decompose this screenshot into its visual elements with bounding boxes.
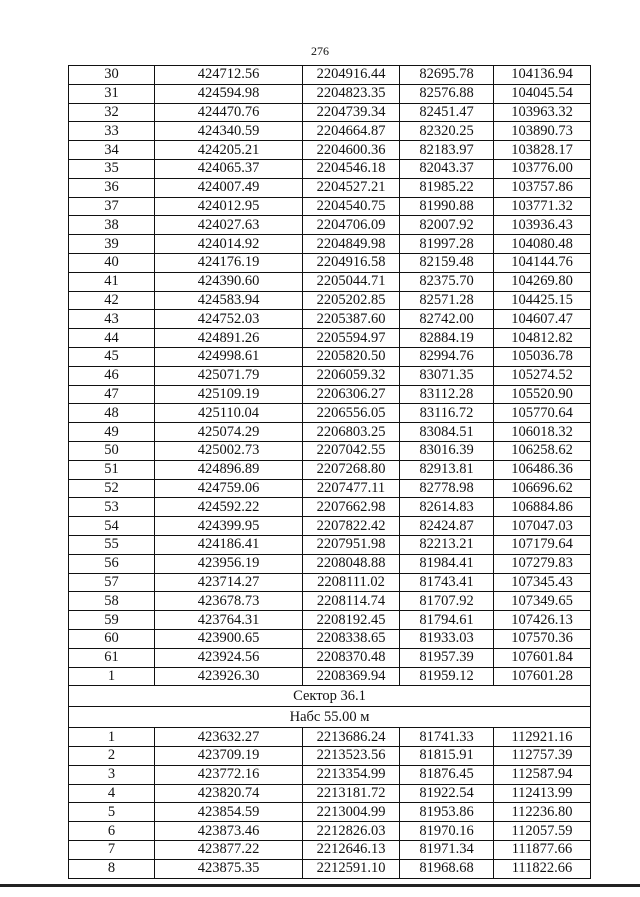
y-coordinate-cell: 2204916.58 xyxy=(303,253,400,272)
x-local-cell: 82884.19 xyxy=(400,329,494,348)
x-local-cell: 83084.51 xyxy=(400,423,494,442)
point-number-cell: 2 xyxy=(69,747,155,766)
y-local-cell: 104045.54 xyxy=(494,84,591,103)
point-number-cell: 54 xyxy=(69,517,155,536)
table-row xyxy=(69,347,591,366)
x-coordinate-cell: 424752.03 xyxy=(155,310,303,329)
y-coordinate-cell: 2204739.34 xyxy=(303,103,400,122)
x-coordinate-cell: 425074.29 xyxy=(155,423,303,442)
y-local-cell: 112236.80 xyxy=(494,803,591,822)
y-local-cell: 107345.43 xyxy=(494,573,591,592)
y-coordinate-cell: 2204546.18 xyxy=(303,159,400,178)
y-local-cell: 112921.16 xyxy=(494,728,591,747)
x-coordinate-cell: 423820.74 xyxy=(155,784,303,803)
table-row xyxy=(69,765,591,784)
y-coordinate-cell: 2204706.09 xyxy=(303,216,400,235)
point-number-cell: 61 xyxy=(69,648,155,667)
x-coordinate-cell: 423854.59 xyxy=(155,803,303,822)
y-coordinate-cell: 2213354.99 xyxy=(303,765,400,784)
table-row xyxy=(69,841,591,860)
table-row xyxy=(69,747,591,766)
y-coordinate-cell: 2204540.75 xyxy=(303,197,400,216)
point-number-cell: 45 xyxy=(69,347,155,366)
y-coordinate-cell: 2208192.45 xyxy=(303,611,400,630)
table-row xyxy=(69,498,591,517)
x-coordinate-cell: 424012.95 xyxy=(155,197,303,216)
table-row xyxy=(69,103,591,122)
x-coordinate-cell: 424027.63 xyxy=(155,216,303,235)
y-coordinate-cell: 2208369.94 xyxy=(303,667,400,686)
x-local-cell: 82778.98 xyxy=(400,479,494,498)
y-coordinate-cell: 2207042.55 xyxy=(303,441,400,460)
point-number-cell: 35 xyxy=(69,159,155,178)
y-local-cell: 103890.73 xyxy=(494,122,591,141)
x-coordinate-cell: 424759.06 xyxy=(155,479,303,498)
point-number-cell: 51 xyxy=(69,460,155,479)
point-number-cell: 53 xyxy=(69,498,155,517)
y-local-cell: 105520.90 xyxy=(494,385,591,404)
x-coordinate-cell: 423873.46 xyxy=(155,822,303,841)
y-coordinate-cell: 2205202.85 xyxy=(303,291,400,310)
x-coordinate-cell: 423924.56 xyxy=(155,648,303,667)
y-coordinate-cell: 2213523.56 xyxy=(303,747,400,766)
point-number-cell: 41 xyxy=(69,272,155,291)
point-number-cell: 49 xyxy=(69,423,155,442)
point-number-cell: 37 xyxy=(69,197,155,216)
table-row xyxy=(69,592,591,611)
y-coordinate-cell: 2204527.21 xyxy=(303,178,400,197)
x-local-cell: 81990.88 xyxy=(400,197,494,216)
x-local-cell: 81970.16 xyxy=(400,822,494,841)
table-row xyxy=(69,216,591,235)
x-coordinate-cell: 424712.56 xyxy=(155,66,303,85)
x-coordinate-cell: 425110.04 xyxy=(155,404,303,423)
x-local-cell: 82183.97 xyxy=(400,141,494,160)
table-row xyxy=(69,648,591,667)
y-coordinate-cell: 2207822.42 xyxy=(303,517,400,536)
y-coordinate-cell: 2206059.32 xyxy=(303,366,400,385)
table-row xyxy=(69,385,591,404)
table-row xyxy=(69,535,591,554)
point-number-cell: 46 xyxy=(69,366,155,385)
point-number-cell: 55 xyxy=(69,535,155,554)
x-local-cell: 83116.72 xyxy=(400,404,494,423)
point-number-cell: 48 xyxy=(69,404,155,423)
x-local-cell: 82375.70 xyxy=(400,272,494,291)
y-coordinate-cell: 2207662.98 xyxy=(303,498,400,517)
table-row xyxy=(69,366,591,385)
x-coordinate-cell: 424014.92 xyxy=(155,235,303,254)
table-row xyxy=(69,859,591,878)
x-local-cell: 81959.12 xyxy=(400,667,494,686)
x-local-cell: 82007.92 xyxy=(400,216,494,235)
x-local-cell: 81707.92 xyxy=(400,592,494,611)
table-row xyxy=(69,517,591,536)
y-local-cell: 103963.32 xyxy=(494,103,591,122)
x-local-cell: 82994.76 xyxy=(400,347,494,366)
y-local-cell: 105274.52 xyxy=(494,366,591,385)
table-row xyxy=(69,822,591,841)
y-coordinate-cell: 2208114.74 xyxy=(303,592,400,611)
table-row xyxy=(69,66,591,85)
y-local-cell: 107047.03 xyxy=(494,517,591,536)
x-local-cell: 81953.86 xyxy=(400,803,494,822)
x-local-cell: 81933.03 xyxy=(400,629,494,648)
y-local-cell: 112057.59 xyxy=(494,822,591,841)
table-row xyxy=(69,178,591,197)
point-number-cell: 8 xyxy=(69,859,155,878)
y-local-cell: 105770.64 xyxy=(494,404,591,423)
section-height: Набс 55.00 м xyxy=(69,707,591,728)
x-coordinate-cell: 423678.73 xyxy=(155,592,303,611)
section-title: Сектор 36.1 xyxy=(69,686,591,707)
x-local-cell: 81815.91 xyxy=(400,747,494,766)
y-coordinate-cell: 2207477.11 xyxy=(303,479,400,498)
y-coordinate-cell: 2213181.72 xyxy=(303,784,400,803)
y-coordinate-cell: 2204849.98 xyxy=(303,235,400,254)
y-local-cell: 103828.17 xyxy=(494,141,591,160)
x-local-cell: 83071.35 xyxy=(400,366,494,385)
table-row xyxy=(69,803,591,822)
table-row xyxy=(69,554,591,573)
x-coordinate-cell: 424998.61 xyxy=(155,347,303,366)
x-coordinate-cell: 424891.26 xyxy=(155,329,303,348)
point-number-cell: 59 xyxy=(69,611,155,630)
x-local-cell: 82424.87 xyxy=(400,517,494,536)
x-local-cell: 82913.81 xyxy=(400,460,494,479)
y-coordinate-cell: 2204664.87 xyxy=(303,122,400,141)
y-local-cell: 106696.62 xyxy=(494,479,591,498)
x-coordinate-cell: 424065.37 xyxy=(155,159,303,178)
table-row xyxy=(69,235,591,254)
section-title-row xyxy=(69,686,591,707)
y-coordinate-cell: 2213686.24 xyxy=(303,728,400,747)
y-local-cell: 106884.86 xyxy=(494,498,591,517)
x-local-cell: 83112.28 xyxy=(400,385,494,404)
y-local-cell: 104607.47 xyxy=(494,310,591,329)
table-row xyxy=(69,573,591,592)
y-local-cell: 105036.78 xyxy=(494,347,591,366)
x-local-cell: 81922.54 xyxy=(400,784,494,803)
point-number-cell: 4 xyxy=(69,784,155,803)
point-number-cell: 3 xyxy=(69,765,155,784)
x-coordinate-cell: 423632.27 xyxy=(155,728,303,747)
table-row xyxy=(69,291,591,310)
page-number: 276 xyxy=(311,44,329,58)
y-coordinate-cell: 2208048.88 xyxy=(303,554,400,573)
x-coordinate-cell: 423926.30 xyxy=(155,667,303,686)
table-row xyxy=(69,272,591,291)
x-local-cell: 82043.37 xyxy=(400,159,494,178)
table-row xyxy=(69,728,591,747)
y-coordinate-cell: 2204823.35 xyxy=(303,84,400,103)
point-number-cell: 5 xyxy=(69,803,155,822)
x-coordinate-cell: 424592.22 xyxy=(155,498,303,517)
table-row xyxy=(69,441,591,460)
scan-bottom-edge xyxy=(0,884,640,887)
y-local-cell: 106258.62 xyxy=(494,441,591,460)
y-local-cell: 111822.66 xyxy=(494,859,591,878)
table-row xyxy=(69,253,591,272)
x-coordinate-cell: 423709.19 xyxy=(155,747,303,766)
point-number-cell: 42 xyxy=(69,291,155,310)
y-coordinate-cell: 2205594.97 xyxy=(303,329,400,348)
point-number-cell: 58 xyxy=(69,592,155,611)
x-local-cell: 81997.28 xyxy=(400,235,494,254)
x-local-cell: 82159.48 xyxy=(400,253,494,272)
x-coordinate-cell: 423900.65 xyxy=(155,629,303,648)
y-local-cell: 107601.84 xyxy=(494,648,591,667)
x-coordinate-cell: 424186.41 xyxy=(155,535,303,554)
point-number-cell: 33 xyxy=(69,122,155,141)
y-coordinate-cell: 2206556.05 xyxy=(303,404,400,423)
point-number-cell: 60 xyxy=(69,629,155,648)
table-row xyxy=(69,122,591,141)
y-coordinate-cell: 2205387.60 xyxy=(303,310,400,329)
y-local-cell: 107349.65 xyxy=(494,592,591,611)
x-local-cell: 81957.39 xyxy=(400,648,494,667)
table-body-continuation xyxy=(69,66,591,686)
point-number-cell: 43 xyxy=(69,310,155,329)
coordinates-table-container xyxy=(68,65,590,879)
y-coordinate-cell: 2208111.02 xyxy=(303,573,400,592)
y-coordinate-cell: 2208338.65 xyxy=(303,629,400,648)
x-coordinate-cell: 424399.95 xyxy=(155,517,303,536)
table-row xyxy=(69,197,591,216)
x-coordinate-cell: 424176.19 xyxy=(155,253,303,272)
table-row xyxy=(69,479,591,498)
x-coordinate-cell: 424470.76 xyxy=(155,103,303,122)
x-local-cell: 82614.83 xyxy=(400,498,494,517)
point-number-cell: 56 xyxy=(69,554,155,573)
x-local-cell: 81984.41 xyxy=(400,554,494,573)
table-row xyxy=(69,460,591,479)
x-local-cell: 81985.22 xyxy=(400,178,494,197)
point-number-cell: 36 xyxy=(69,178,155,197)
point-number-cell: 40 xyxy=(69,253,155,272)
y-coordinate-cell: 2213004.99 xyxy=(303,803,400,822)
y-coordinate-cell: 2208370.48 xyxy=(303,648,400,667)
x-coordinate-cell: 424205.21 xyxy=(155,141,303,160)
y-local-cell: 107601.28 xyxy=(494,667,591,686)
x-coordinate-cell: 424390.60 xyxy=(155,272,303,291)
y-coordinate-cell: 2207951.98 xyxy=(303,535,400,554)
point-number-cell: 50 xyxy=(69,441,155,460)
y-coordinate-cell: 2205820.50 xyxy=(303,347,400,366)
y-coordinate-cell: 2204600.36 xyxy=(303,141,400,160)
table-row xyxy=(69,629,591,648)
point-number-cell: 57 xyxy=(69,573,155,592)
x-local-cell: 81794.61 xyxy=(400,611,494,630)
y-coordinate-cell: 2206306.27 xyxy=(303,385,400,404)
point-number-cell: 32 xyxy=(69,103,155,122)
y-coordinate-cell: 2212826.03 xyxy=(303,822,400,841)
x-local-cell: 81741.33 xyxy=(400,728,494,747)
y-local-cell: 103776.00 xyxy=(494,159,591,178)
y-local-cell: 104144.76 xyxy=(494,253,591,272)
x-local-cell: 82576.88 xyxy=(400,84,494,103)
point-number-cell: 6 xyxy=(69,822,155,841)
y-local-cell: 112587.94 xyxy=(494,765,591,784)
y-coordinate-cell: 2212646.13 xyxy=(303,841,400,860)
x-local-cell: 82451.47 xyxy=(400,103,494,122)
x-local-cell: 81743.41 xyxy=(400,573,494,592)
x-coordinate-cell: 424896.89 xyxy=(155,460,303,479)
x-local-cell: 82213.21 xyxy=(400,535,494,554)
table-row xyxy=(69,310,591,329)
y-local-cell: 104812.82 xyxy=(494,329,591,348)
x-local-cell: 82320.25 xyxy=(400,122,494,141)
y-local-cell: 104080.48 xyxy=(494,235,591,254)
x-coordinate-cell: 423875.35 xyxy=(155,859,303,878)
x-coordinate-cell: 423764.31 xyxy=(155,611,303,630)
table-row xyxy=(69,141,591,160)
x-coordinate-cell: 425071.79 xyxy=(155,366,303,385)
y-coordinate-cell: 2205044.71 xyxy=(303,272,400,291)
y-local-cell: 112757.39 xyxy=(494,747,591,766)
y-local-cell: 107570.36 xyxy=(494,629,591,648)
x-local-cell: 81876.45 xyxy=(400,765,494,784)
coordinates-table xyxy=(68,65,591,879)
section-height-row xyxy=(69,707,591,728)
table-row xyxy=(69,784,591,803)
x-coordinate-cell: 425109.19 xyxy=(155,385,303,404)
x-coordinate-cell: 424340.59 xyxy=(155,122,303,141)
point-number-cell: 34 xyxy=(69,141,155,160)
y-local-cell: 107179.64 xyxy=(494,535,591,554)
table-row xyxy=(69,404,591,423)
x-coordinate-cell: 425002.73 xyxy=(155,441,303,460)
x-local-cell: 83016.39 xyxy=(400,441,494,460)
x-local-cell: 81968.68 xyxy=(400,859,494,878)
y-local-cell: 107279.83 xyxy=(494,554,591,573)
point-number-cell: 31 xyxy=(69,84,155,103)
section-header-group xyxy=(69,686,591,728)
x-local-cell: 82571.28 xyxy=(400,291,494,310)
y-local-cell: 104425.15 xyxy=(494,291,591,310)
point-number-cell: 1 xyxy=(69,667,155,686)
x-coordinate-cell: 423714.27 xyxy=(155,573,303,592)
y-local-cell: 111877.66 xyxy=(494,841,591,860)
x-local-cell: 82695.78 xyxy=(400,66,494,85)
y-local-cell: 106486.36 xyxy=(494,460,591,479)
point-number-cell: 47 xyxy=(69,385,155,404)
x-coordinate-cell: 423877.22 xyxy=(155,841,303,860)
point-number-cell: 39 xyxy=(69,235,155,254)
y-coordinate-cell: 2204916.44 xyxy=(303,66,400,85)
table-row xyxy=(69,423,591,442)
table-row xyxy=(69,667,591,686)
y-local-cell: 107426.13 xyxy=(494,611,591,630)
y-local-cell: 103771.32 xyxy=(494,197,591,216)
y-local-cell: 112413.99 xyxy=(494,784,591,803)
table-row xyxy=(69,611,591,630)
table-row xyxy=(69,159,591,178)
point-number-cell: 30 xyxy=(69,66,155,85)
y-local-cell: 103757.86 xyxy=(494,178,591,197)
y-local-cell: 103936.43 xyxy=(494,216,591,235)
point-number-cell: 44 xyxy=(69,329,155,348)
y-local-cell: 106018.32 xyxy=(494,423,591,442)
table-body-sector xyxy=(69,728,591,878)
x-coordinate-cell: 424583.94 xyxy=(155,291,303,310)
point-number-cell: 52 xyxy=(69,479,155,498)
point-number-cell: 38 xyxy=(69,216,155,235)
x-coordinate-cell: 423956.19 xyxy=(155,554,303,573)
table-row xyxy=(69,329,591,348)
x-coordinate-cell: 423772.16 xyxy=(155,765,303,784)
x-local-cell: 82742.00 xyxy=(400,310,494,329)
y-coordinate-cell: 2207268.80 xyxy=(303,460,400,479)
point-number-cell: 1 xyxy=(69,728,155,747)
y-local-cell: 104136.94 xyxy=(494,66,591,85)
x-local-cell: 81971.34 xyxy=(400,841,494,860)
x-coordinate-cell: 424594.98 xyxy=(155,84,303,103)
y-coordinate-cell: 2212591.10 xyxy=(303,859,400,878)
y-coordinate-cell: 2206803.25 xyxy=(303,423,400,442)
y-local-cell: 104269.80 xyxy=(494,272,591,291)
point-number-cell: 7 xyxy=(69,841,155,860)
table-row xyxy=(69,84,591,103)
x-coordinate-cell: 424007.49 xyxy=(155,178,303,197)
